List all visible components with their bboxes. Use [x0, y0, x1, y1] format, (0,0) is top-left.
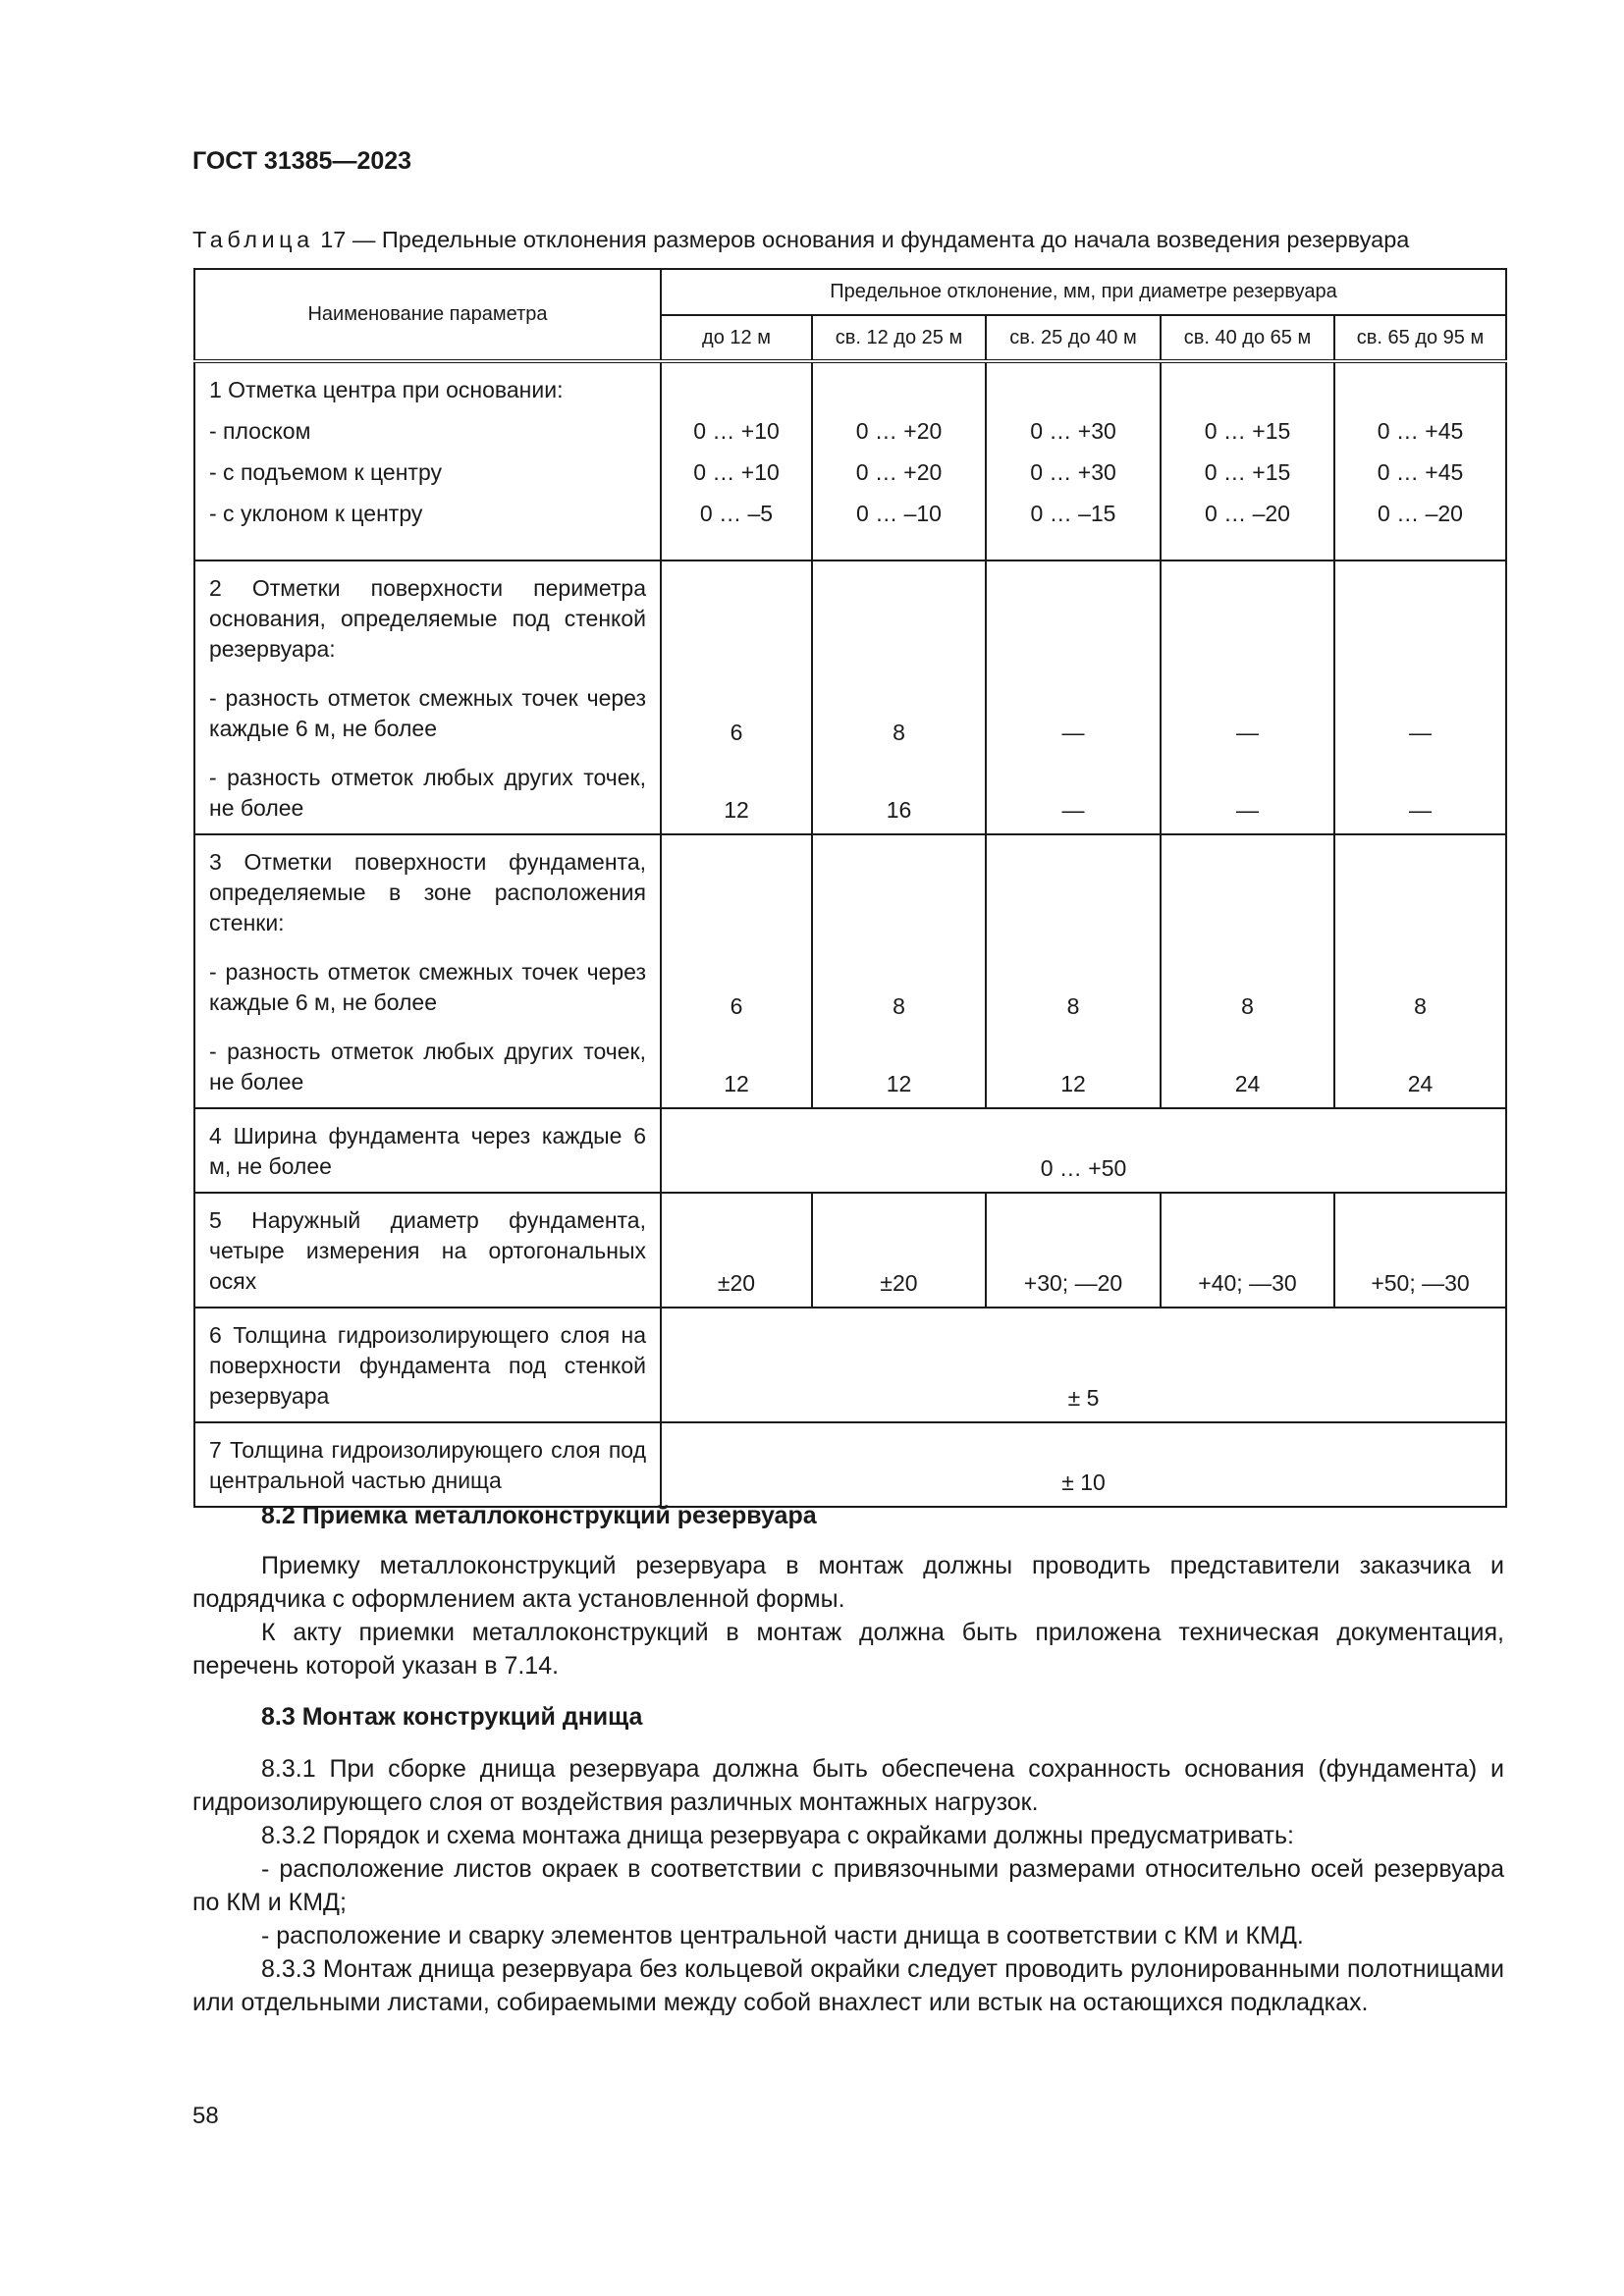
row-4-title: 4 Ширина фундамента через каждые 6 м, не более: [209, 1123, 646, 1179]
row-2-col-5: [1334, 561, 1506, 834]
row-4-value: 0 … +50: [661, 1108, 1506, 1193]
section-8-3-paragraph-4: - расположение и сварку элементов центральной части днища в соответствии с КМ и КМД.: [261, 1922, 1304, 1949]
row-1-col-4: [1161, 361, 1334, 561]
table-row-2: [194, 561, 1506, 834]
row-6-title: 6 Толщина гидроизолирующего слоя на поверхности фундамента под стенкой резервуара: [209, 1322, 646, 1409]
row-1-param: [194, 361, 661, 561]
row-2-col-2: [812, 561, 986, 834]
tolerance-table: [193, 268, 1507, 1508]
row-3-col-5: [1334, 834, 1506, 1108]
cell-value: 16: [886, 797, 912, 823]
cell-value: 0 … +45: [1377, 418, 1464, 444]
cell-value: 6: [730, 993, 743, 1019]
cell-value: —: [1236, 797, 1259, 823]
cell-value: 0 … +15: [1204, 418, 1291, 444]
cell-value: 6: [730, 720, 743, 745]
row-6-param: [194, 1308, 661, 1422]
row-5-col-1: ±20: [661, 1193, 812, 1308]
table-header-row: [194, 269, 1506, 315]
cell-value: 0 … –15: [1030, 501, 1116, 526]
table-row-1: [194, 361, 1506, 561]
cell-value: 0 … +45: [1377, 459, 1464, 485]
row-3-col-3: [986, 834, 1161, 1108]
row-3-col-4: [1161, 834, 1334, 1108]
section-8-2-title: 8.2 Приемка металлоконструкций резервуара: [261, 1502, 817, 1529]
cell-value: 12: [724, 1071, 749, 1096]
document-code: ГОСТ 31385—2023: [192, 147, 412, 175]
row-1-col-3: [986, 361, 1161, 561]
row-7-title: 7 Толщина гидроизолирующего слоя под центральной частью днища: [209, 1437, 646, 1493]
cell-value: 8: [893, 720, 905, 745]
cell-value: 8: [1241, 993, 1254, 1019]
row-2-param: [194, 561, 661, 834]
table-row-6: [194, 1308, 1506, 1422]
row-5-col-5: +50; —30: [1334, 1193, 1506, 1308]
row-1-item-3-label: - с уклоном к центру: [209, 501, 423, 526]
cell-value: 0 … +30: [1030, 459, 1116, 485]
row-2-item-1-label: - разность отметок смежных точек через каждые 6 м, не более: [209, 685, 646, 741]
row-1-col-1: [661, 361, 812, 561]
row-5-param: [194, 1193, 661, 1308]
table-row-3: [194, 834, 1506, 1108]
cell-value: 0 … +15: [1204, 459, 1291, 485]
row-5-col-4: +40; —30: [1161, 1193, 1334, 1308]
cell-value: 0 … +10: [693, 418, 780, 444]
row-3-param: [194, 834, 661, 1108]
header-col-5: св. 65 до 95 м: [1334, 315, 1506, 361]
section-8-3-paragraph-2: 8.3.2 Порядок и схема монтажа днища резервуара с окрайками должны предусматривать:: [261, 1822, 1294, 1849]
cell-value: 24: [1407, 1071, 1434, 1096]
row-5-col-3: +30; —20: [986, 1193, 1161, 1308]
row-1-item-2-label: - с подъемом к центру: [209, 459, 442, 485]
cell-value: 0 … –10: [856, 501, 942, 526]
section-8-2-paragraph-2: К акту приемки металлоконструкций в монтаж должна быть приложена техническая документация, перечень которой указан в 7.14.: [192, 1619, 1504, 1680]
cell-value: 8: [1414, 993, 1427, 1019]
cell-value: 12: [724, 797, 749, 823]
cell-value: —: [1061, 797, 1085, 823]
cell-value: 8: [1066, 993, 1080, 1019]
header-param: Наименование параметра: [194, 269, 661, 361]
row-5-title: 5 Наружный диаметр фундамента, четыре измерения на ортогональных осях: [209, 1207, 646, 1294]
header-col-1: до 12 м: [661, 315, 812, 361]
cell-value: —: [1409, 720, 1433, 745]
cell-value: —: [1236, 720, 1259, 745]
row-3-item-1-label: - разность отметок смежных точек через каждые 6 м, не более: [209, 959, 646, 1015]
row-3-item-2-label: - разность отметок любых других точек, не более: [209, 1039, 646, 1095]
row-1-col-2: [812, 361, 986, 561]
row-7-value: ± 10: [661, 1422, 1506, 1507]
row-2-item-2-label: - разность отметок любых других точек, не более: [209, 765, 646, 821]
cell-value: 24: [1234, 1071, 1261, 1096]
header-col-2: св. 12 до 25 м: [812, 315, 986, 361]
row-3-col-2: [812, 834, 986, 1108]
row-2-title: 2 Отметки поверхности периметра основания, определяемые под стенкой резервуара:: [209, 575, 646, 662]
table-row-4: [194, 1108, 1506, 1193]
cell-value: 0 … –5: [699, 501, 774, 526]
section-8-3-paragraph-3: - расположение листов окраек в соответствии с привязочными размерами относительно осей резервуара по КМ и КМД;: [192, 1855, 1504, 1916]
row-2-col-4: [1161, 561, 1334, 834]
row-7-param: [194, 1422, 661, 1507]
table-row-5: [194, 1193, 1506, 1308]
cell-value: 12: [1060, 1071, 1086, 1096]
cell-value: —: [1409, 797, 1433, 823]
table-caption-text: 17 — Предельные отклонения размеров основания и фундамента до начала возведения резервуара: [320, 227, 1410, 252]
table-caption: [192, 227, 1409, 253]
row-1-item-1-label: - плоском: [209, 418, 311, 444]
row-3-title: 3 Отметки поверхности фундамента, определяемые в зоне расположения стенки:: [209, 849, 646, 935]
cell-value: 0 … +20: [855, 418, 943, 444]
cell-value: 0 … –20: [1205, 501, 1290, 526]
header-col-3: св. 25 до 40 м: [986, 315, 1161, 361]
cell-value: 12: [886, 1071, 912, 1096]
row-1-title: 1 Отметка центра при основании:: [209, 377, 564, 402]
cell-value: 8: [893, 993, 905, 1019]
header-group: Предельное отклонение, мм, при диаметре резервуара: [661, 269, 1506, 315]
section-8-3-paragraph-1: 8.3.1 При сборке днища резервуара должна быть обеспечена сохранность основания (фундамента) и гидроизолирующего слоя от воздействия различных монтажных нагрузок.: [192, 1755, 1504, 1816]
table-row-7: [194, 1422, 1506, 1507]
cell-value: 0 … +10: [693, 459, 780, 485]
row-3-col-1: [661, 834, 812, 1108]
cell-value: 0 … –20: [1378, 501, 1463, 526]
cell-value: —: [1061, 720, 1085, 745]
section-8-3-paragraph-5: 8.3.3 Монтаж днища резервуара без кольцевой окрайки следует проводить рулонированными полотнищами или отдельными листами, собираемыми между собой внахлест или встык на остающихся подкладках.: [192, 1955, 1504, 2016]
header-col-4: св. 40 до 65 м: [1161, 315, 1334, 361]
row-4-param: [194, 1108, 661, 1193]
row-2-col-3: [986, 561, 1161, 834]
row-1-col-5: [1334, 361, 1506, 561]
section-8-3-title: 8.3 Монтаж конструкций днища: [261, 1703, 643, 1731]
table-caption-word: Таблица: [192, 227, 314, 252]
row-6-value: ± 5: [661, 1308, 1506, 1422]
cell-value: 0 … +30: [1030, 418, 1116, 444]
row-2-col-1: [661, 561, 812, 834]
page-number: 58: [192, 2103, 219, 2129]
row-5-col-2: ±20: [812, 1193, 986, 1308]
section-8-2-paragraph-1: Приемку металлоконструкций резервуара в монтаж должны проводить представители заказчика и подрядчика с оформлением акта установленной формы.: [192, 1552, 1504, 1613]
cell-value: 0 … +20: [855, 459, 943, 485]
